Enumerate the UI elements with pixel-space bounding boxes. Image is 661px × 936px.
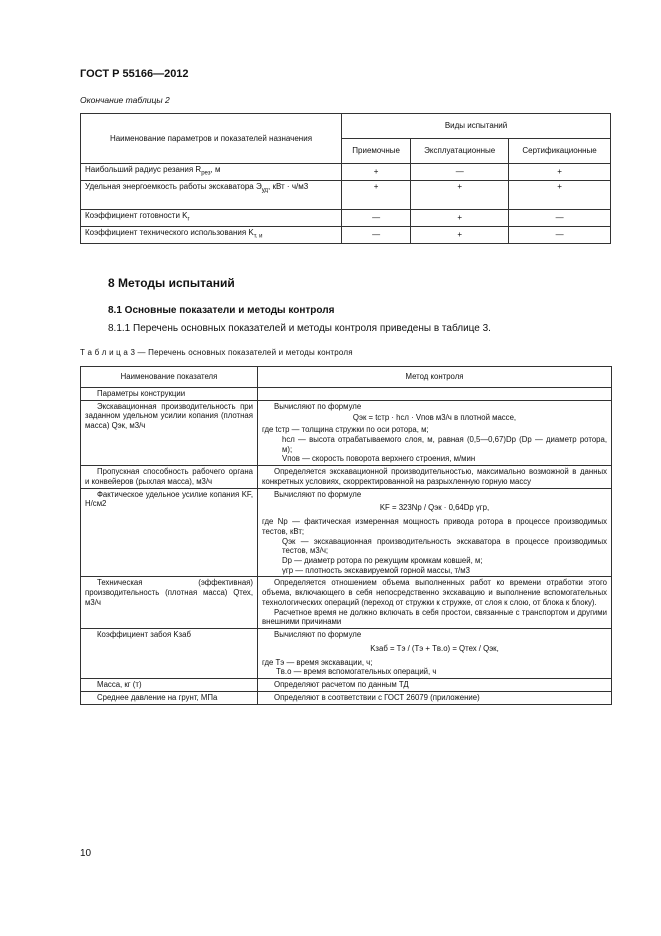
table-3 (80, 366, 612, 705)
text-line: Tв.о — время вспомогательных операций, ч (276, 667, 437, 677)
t2-cell: + (411, 210, 509, 227)
t2-cell: + (342, 181, 411, 210)
section-8-1-1-text: 8.1.1 Перечень основных показателей и методы контроля приведены в таблице 3. (108, 323, 491, 334)
table-row (81, 164, 611, 181)
t2-cell: — (342, 227, 411, 244)
t2-cell: — (509, 227, 611, 244)
table-row (81, 466, 612, 488)
section-8-1-title: 8.1 Основные показатели и методы контроля (108, 305, 335, 316)
t2-cell: — (411, 164, 509, 181)
table-row (81, 488, 612, 577)
formula: Qэк = tстр · hсл · Vпов м3/ч в плотной массе, (352, 413, 517, 423)
t3-row-method (258, 629, 612, 679)
text-line: hсл — высота отрабатываемого слоя, м, равная (0,5—0,67)Dр (Dр — диаметр ротора, м); (282, 434, 607, 454)
text-line: где Tэ — время экскавации, ч; (262, 657, 373, 667)
t3-row-method: Определяют расчетом по данным ТД (258, 679, 612, 692)
text-line: Расчетное время не должно включать в себя простои, связанные с транспортом и другими внешними причинами (262, 607, 607, 627)
text-line: где tстр — толщина стружки по оси ротора, м; (262, 425, 429, 435)
t3-row-name: Фактическое удельное усилие копания KF, Н/см2 (81, 488, 258, 577)
page-number: 10 (80, 848, 92, 859)
table-row (81, 181, 611, 210)
t2-cell: + (411, 181, 509, 210)
formula: Kзаб = Tэ / (Tэ + Tв.о) = Qтех / Qэк, (370, 643, 499, 653)
text-line: Вычисляют по формуле (274, 630, 362, 640)
text-line: Dр — диаметр ротора по режущим кромкам ковшей, м; (282, 556, 483, 566)
table-row (81, 679, 612, 692)
table-row (81, 210, 611, 227)
t3-row-method (258, 488, 612, 577)
table-row (81, 227, 611, 244)
t2-row-name: Коэффициент технического использования $K_{т. и}$ (81, 227, 342, 244)
table-continuation-note: Окончание таблицы 2 (80, 95, 170, 105)
t3-row-name: Экскавационная производительность при заданном удельном усилии копания (плотная масса) Qэк, м3/ч (81, 400, 258, 465)
t2-cell: + (411, 227, 509, 244)
t3-row-name: Техническая (эффективная) производительность (плотная масса) Qтех, м3/ч (81, 577, 258, 629)
t3-col1-header: Наименование показателя (81, 367, 258, 388)
table-2 (80, 113, 611, 244)
table-row (81, 577, 612, 629)
t2-row-name: Коэффициент готовности $K_г$ (81, 210, 342, 227)
section-8-title: 8 Методы испытаний (108, 276, 235, 290)
table-3-caption: Т а б л и ц а 3 — Перечень основных показателей и методы контроля (80, 348, 353, 357)
table-row (81, 400, 612, 465)
text-line: где Nр — фактическая измеренная мощность привода ротора в процессе производимых тестов, кВт; (262, 517, 607, 536)
t2-param-header: Наименование параметров и показателей назначения (81, 114, 342, 164)
t2-cell: — (509, 210, 611, 227)
t3-col2-header: Метод контроля (258, 367, 612, 388)
t2-cell: + (509, 181, 611, 210)
t2-cell: — (342, 210, 411, 227)
t3-group-label: Параметры конструкции (81, 388, 258, 401)
t3-row-name: Коэффициент забоя Kзаб (81, 629, 258, 679)
table-row (81, 691, 612, 704)
table-row (81, 629, 612, 679)
t2-row-name: Наибольший радиус резания $R_{рез}$, м (81, 164, 342, 181)
t3-row-name: Масса, кг (т) (81, 679, 258, 692)
t3-row-method (258, 400, 612, 465)
t2-group-header: Виды испытаний (342, 114, 611, 139)
text-line: Вычисляют по формуле (274, 401, 362, 411)
formula: KF = 323Nр / Qэк · 0,64Dр γгр, (379, 503, 490, 513)
t3-row-method: Определяется экскавационной производительностью, максимально возможной в данных конкретных условиях, скорректированной на разрыхленную горную массу (258, 466, 612, 488)
text-line: Qэк — экскавационная производительность экскаватора в процессе производимых тестов, м3/ч; (282, 536, 607, 556)
t2-type-1: Эксплуатационные (411, 139, 509, 164)
t3-row-method (258, 577, 612, 629)
text-line: Вычисляют по формуле (274, 489, 362, 499)
t2-cell: + (509, 164, 611, 181)
t3-row-name: Среднее давление на грунт, МПа (81, 691, 258, 704)
text-line: Определяется отношением объема выполненных работ ко времени отработки этого объема, включающего в себя непосредственно экскавацию и выполнение вспомогательных технологических операций (переход от стружки к стружке, от слоя к слою, от блока к блоку). (262, 578, 607, 607)
standard-header: ГОСТ Р 55166—2012 (80, 68, 189, 80)
text-line: Vпов — скорость поворота верхнего строения, м/мин (282, 454, 476, 464)
t3-row-name: Пропускная способность рабочего органа и конвейеров (рыхлая масса), м3/ч (81, 466, 258, 488)
t3-row-method: Определяют в соответствии с ГОСТ 26079 (приложение) (258, 691, 612, 704)
t2-type-0: Приемочные (342, 139, 411, 164)
t2-cell: + (342, 164, 411, 181)
t2-type-2: Сертификационные (509, 139, 611, 164)
t2-row-name: Удельная энергоемкость работы экскаватора $Э_{уд}$, кВт · ч/м3 (81, 181, 342, 210)
text-line: γгр — плотность экскавируемой горной массы, т/м3 (282, 565, 470, 575)
